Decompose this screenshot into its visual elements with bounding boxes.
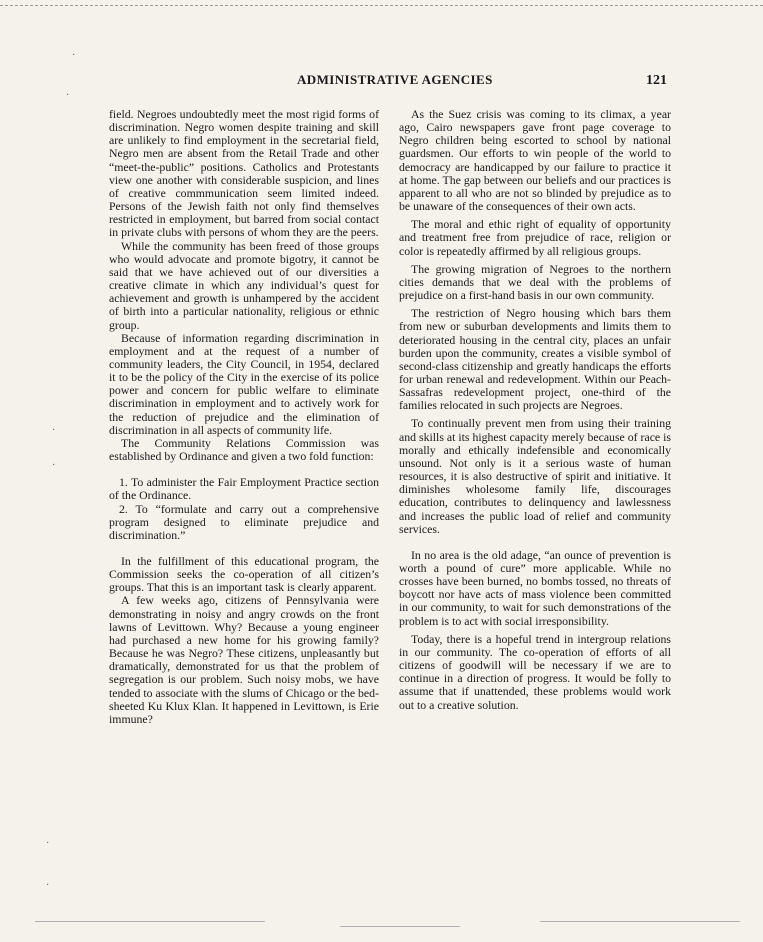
left-column (109, 108, 379, 726)
scan-speck: · (52, 460, 56, 471)
paragraph: The growing migration of Negroes to the northern cities demands that we deal with the problems of prejudice on a first-hand basis in our own community. (399, 261, 671, 303)
paragraph: The restriction of Negro housing which bars them from new or suburban developments and limits them to deteriorated housing in the central city, places an unfair burden upon the community, creates a visible symbol of second-class citizenship and greatly handicaps the efforts for urban renewal and redevelopment. Within our Peach-Sassafras redevelopment project, one-third of the families relocated in such projects are Negroes. (399, 306, 671, 413)
top-dashed-rule (0, 5, 763, 6)
paragraph: In the fulfillment of this educational program, the Commission seeks the co-operation of all citizen’s groups. That this is an important task is clearly apparent. (109, 554, 379, 595)
paragraph: As the Suez crisis was coming to its climax, a year ago, Cairo newspapers gave front page coverage to Negro children being escorted to school by national guardsmen. Our efforts to win people of the world to democracy are handicapped by our failure to practice it at home. The gap between our beliefs and our practices is apparent to all who are not so blinded by prejudice as to be unaware of the consequences of their own acts. (399, 107, 671, 214)
scan-speck: · (72, 50, 76, 61)
list-item: 2. To “formulate and carry out a comprehensive program designed to eliminate prejudice and discrimination.” (109, 501, 379, 542)
scan-speck: · (52, 425, 56, 436)
paragraph: field. Negroes undoubtedly meet the most rigid forms of discrimination. Negro women despite training and skill are unlikely to find employment in the secretarial field, Negro men are absent from the Retail Trade and other “meet-the-public” positions. Catholics and Protestants view one another with considerable suspicion, and lines of creative commmunication seem limited indeed. Persons of the Jewish faith not only find themselves restricted in employment, but barred from social contact in private clubs with persons of whom they are the peers. (109, 107, 379, 240)
scan-speck: · (66, 90, 70, 101)
paragraph: While the community has been freed of those groups who would advocate and promote bigotry, it cannot be said that we have achieved out of our diversities a creative climate in which any individual’s quest for achievement and growth is unhampered by the accident of birth into a particular nationality, religious or ethnic group. (109, 238, 379, 332)
page-header (0, 72, 763, 92)
bottom-scan-rule (35, 921, 265, 922)
bottom-scan-rule (340, 926, 460, 927)
bottom-scan-rule (540, 921, 740, 922)
paragraph: Because of information regarding discrimination in employment and at the request of a number of community leaders, the City Council, in 1954, declared it to be the policy of the City in the exercise of its police power and concern for public welfare to eliminate discrimination in employment and to actively work for the reduction of prejudice and the elimination of discrimination in all aspects of community life. (109, 330, 379, 437)
paragraph: To continually prevent men from using their training and skills at its highest capacity merely because of race is morally and ethically indefensible and economically unsound. Not only is it a serious waste of human resources, it is also destructive of spirit and initiative. It diminishes wholesome family life, discourages education, contributes to delinquency and lawlessness and increases the public load of relief and community services. (399, 416, 671, 536)
list-item: 1. To administer the Fair Employment Practice section of the Ordinance. (109, 475, 379, 503)
paragraph: The Community Relations Commission was established by Ordinance and given a two fold function: (109, 435, 379, 464)
right-column (399, 108, 671, 712)
scan-speck: · (46, 880, 50, 891)
paragraph: Today, there is a hopeful trend in intergroup relations in our community. The co-operation of efforts of all citizens of goodwill will be necessary if we are to continue in a direction of progress. It would be folly to assume that if unattended, these problems would work out to a creative solution. (399, 631, 671, 712)
scan-speck: · (46, 838, 50, 849)
paragraph: A few weeks ago, citizens of Pennsylvania were demonstrating in noisy and angry crowds on the front lawns of Levittown. Why? Because a young engineer had purchased a new home for his growing family? Because he was Negro? These citizens, unpleasantly but dramatically, demonstrated for us that the problem of segregation is our problem. Such noisy mobs, we have tended to associate with the slums of Chicago or the bed-sheeted Ku Klux Klan. It happened in Levittown, is Erie immune? (109, 593, 379, 726)
paragraph: In no area is the old adage, “an ounce of prevention is worth a pound of cure” more applicable. While no crosses have been burned, no bombs tossed, no threats of boycott nor have acts of mass violence been committed in our community, to wait for such demonstrations of the problem is to act with social irresponsibility. (399, 547, 671, 628)
paragraph: The moral and ethic right of equality of opportunity and treatment free from prejudice of race, religion or color is repeatedly affirmed by all religious groups. (399, 217, 671, 258)
running-head: ADMINISTRATIVE AGENCIES (297, 72, 493, 87)
page-number: 121 (646, 73, 667, 88)
